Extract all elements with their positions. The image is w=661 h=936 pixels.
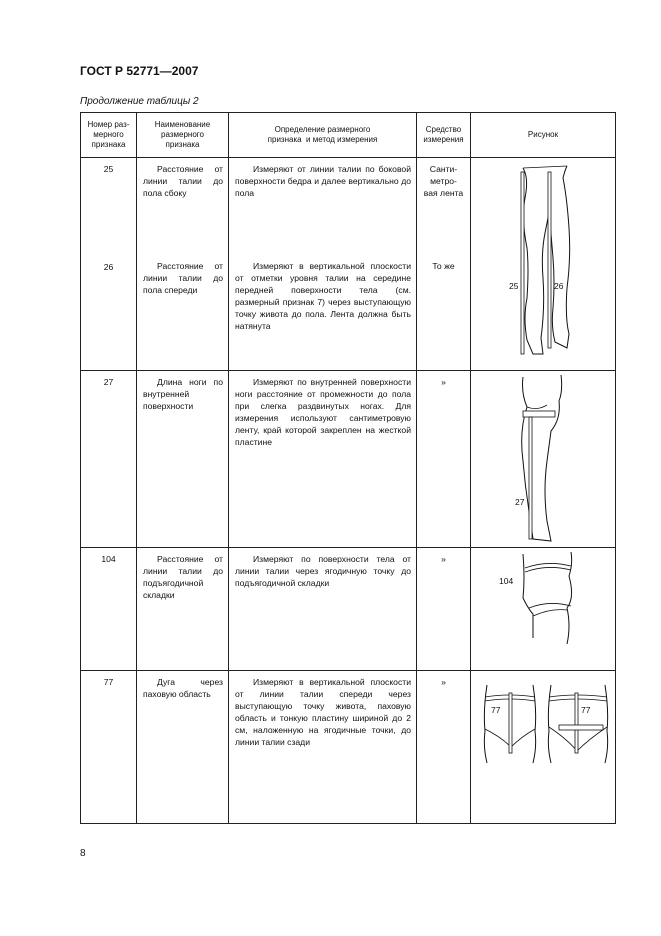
row-tool: » [417, 371, 471, 548]
col-header-figure: Рисунок [471, 113, 616, 158]
row-number: 104 [81, 548, 137, 671]
col-header-tool: Средство измерения [417, 113, 471, 158]
row-description: Измеряют в вертикальной плоскости от линии талии спереди через выступающую точку живота, паховую область и тонкую пластину шириной до 2 см, наложенную на ягодичные точки, до линии талии сзади [235, 677, 411, 748]
figure-label-25: 25 [509, 281, 519, 291]
table-header-row [81, 113, 616, 158]
figure-label-27: 27 [515, 497, 525, 507]
table-row [81, 671, 616, 824]
row-description: Измеряют в вертикальной плоскости от отметки уровня талии на середине передней поверхности тела (см. размерный признак 7) через выступающую точку живота до пола. Лента должна быть натянута [235, 261, 411, 332]
figure-buttock [471, 548, 616, 670]
figure-legs-side-front [471, 158, 616, 370]
figure-label-77-back: 77 [581, 705, 591, 715]
row-name: Расстояние от линии талии до пола сбоку [143, 164, 223, 199]
figure-label-77-front: 77 [491, 705, 501, 715]
row-description: Измеряют по поверхности тела от линии талии через ягодичную точку до подъягодичной складки [235, 554, 411, 589]
row-number: 77 [81, 671, 137, 824]
row-number: 26 [103, 262, 114, 273]
row-tool: То же [432, 261, 455, 271]
row-name: Расстояние от линии талии до пола спереди [143, 261, 223, 296]
measurement-table [80, 112, 616, 824]
table-row [81, 371, 616, 548]
table-row [81, 548, 616, 671]
figure-crotch [471, 671, 616, 823]
figure-label-26: 26 [554, 281, 564, 291]
row-name: Длина ноги по внутренней поверхности [143, 377, 223, 412]
table-row [81, 158, 616, 371]
col-header-name: Наименование размерного признака [137, 113, 229, 158]
document-header: ГОСТ Р 52771—2007 [80, 64, 199, 78]
col-header-definition: Определение размерного признака и метод измерения [229, 113, 417, 158]
table-caption: Продолжение таблицы 2 [80, 96, 199, 107]
row-name: Расстояние от линии талии до подъягодичной складки [143, 554, 223, 601]
figure-inner-leg [471, 371, 616, 547]
page-number: 8 [80, 848, 86, 859]
row-description: Измеряют от линии талии по боковой поверхности бедра и далее вертикально до пола [235, 164, 411, 199]
row-name: Дуга через паховую область [143, 677, 223, 700]
row-description: Измеряют по внутренней поверхности ноги расстояние от промежности до пола при слегка раздвинутых ногах. Для измерения используют сантиметровую ленту, край которой закреплен на жесткой пластине [235, 377, 411, 448]
row-number: 25 [103, 164, 114, 174]
row-tool: Санти- метро- вая лента [423, 164, 464, 199]
row-tool: » [417, 671, 471, 824]
row-tool: » [417, 548, 471, 671]
figure-label-104: 104 [499, 576, 514, 586]
col-header-number: Номер раз- мерного признака [81, 113, 137, 158]
row-number: 27 [81, 371, 137, 548]
